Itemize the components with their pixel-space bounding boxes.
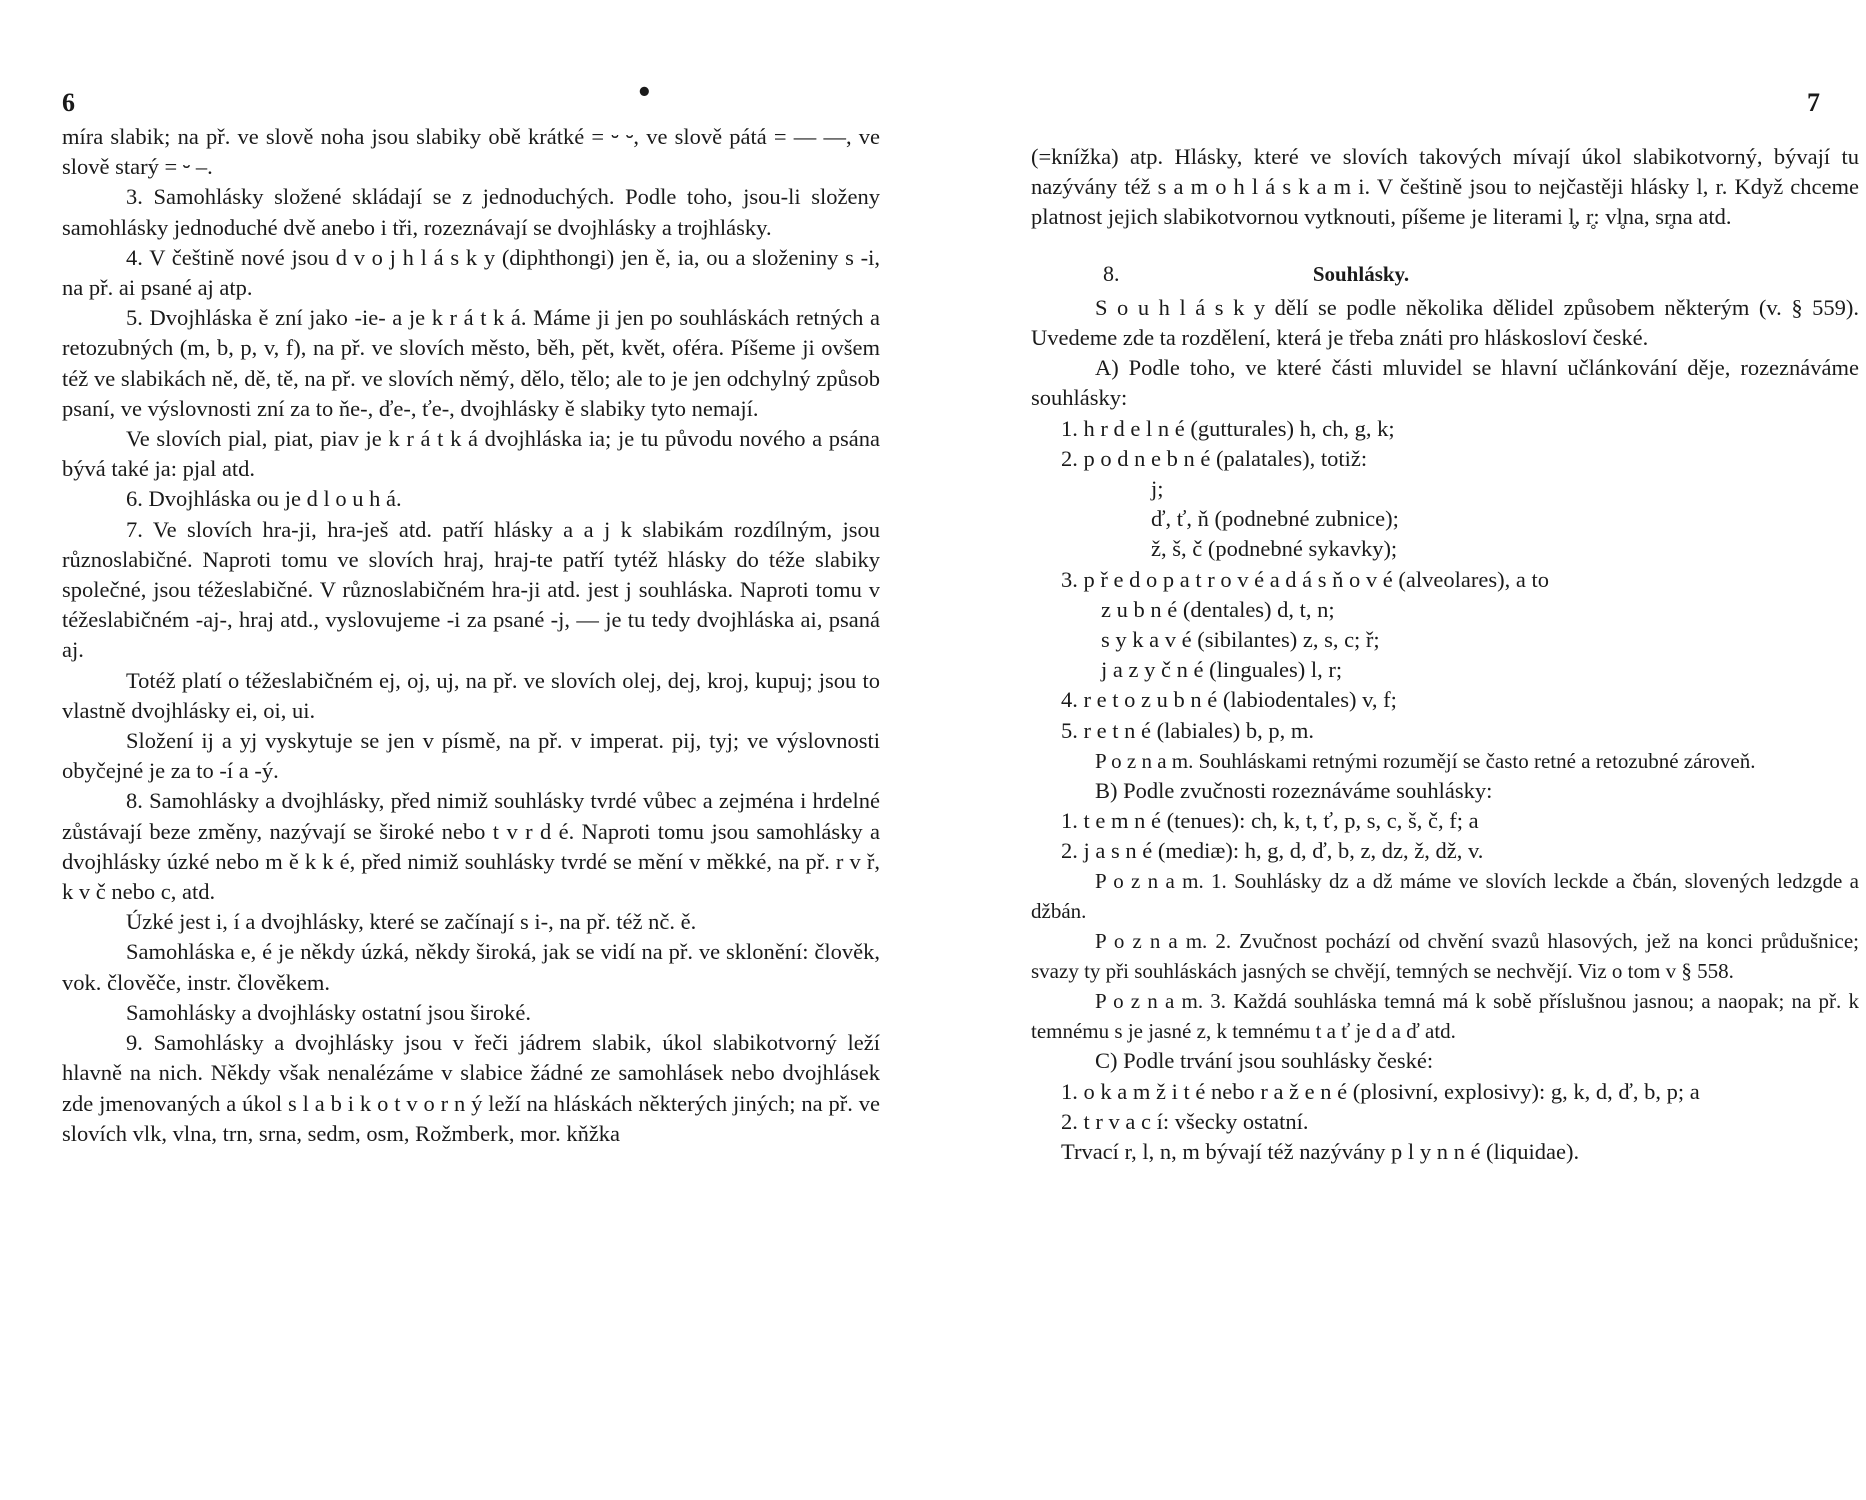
paragraph: 4. V češtině nové jsou d v o j h l á s k y (diphthongi) jen ě, ia, ou a složeniny s -i, na př. ai psané aj atp. — [62, 244, 880, 301]
paragraph: 3. Samohlásky složené skládají se z jednoduchých. Podle toho, jsou-li složeny samohlásky jednoduché dvě anebo i tři, rozeznávají se dvojhlásky a trojhlásky. — [62, 184, 880, 240]
list-item: ď, ť, ň (podnebné zubnice); — [1151, 506, 1399, 532]
paragraph: 5. Dvojhláska ě zní jako -ie- a je k r á t k á. Máme ji jen po souhláskách retných a retozubných (m, b, p, v, f), na př. ve slovích město, běh, pět, květ, oféra. Píšeme ji ovšem též ve slabikách ně, dě, tě, na př. ve slovích němý, dělo, tělo; ale to je jen odchylný způsob psaní, ve výslovnosti zní za to ňe-, ďe-, ťe-, dvojhlásky ě slabiky tyto nemají. — [62, 305, 880, 421]
section-number: 8. — [1103, 260, 1120, 286]
paragraph: Samohláska e, é je někdy úzká, někdy široká, jak se vidí na př. ve sklonění: člověk, vok. člověče, instr. člověkem. — [62, 939, 880, 995]
section-heading — [1031, 259, 1859, 289]
paragraph: 6. Dvojhláska ou je d l o u h á. — [126, 486, 402, 512]
list-item: s y k a v é (sibilantes) z, s, c; ř; — [1101, 627, 1380, 653]
section-title: Souhlásky. — [1312, 261, 1410, 286]
closing-paragraph: Trvací r, l, n, m bývají též nazývány p l y n n é (liquidae). — [1061, 1139, 1580, 1165]
note: P o z n a m. 2. Zvučnost pochází od chvění svazů hlasových, jež na konci průdušnice; svazy ty při souhláskách jasných se chvějí, temných se nechvějí. Viz o tom v § 558. — [1031, 929, 1859, 984]
page-marker: • — [636, 78, 653, 108]
list-item: 3. p ř e d o p a t r o v é a d á s ň o v é (alveolares), a to — [1061, 566, 1549, 592]
right-page-text — [1031, 142, 1859, 1167]
paragraph: Úzké jest i, í a dvojhlásky, které se začínají s i-, na př. též nč. ě. — [126, 909, 697, 935]
list-item: 2. p o d n e b n é (palatales), totiž: — [1061, 445, 1368, 471]
page-number-right: 7 — [1807, 88, 1820, 117]
subsection-b-heading: B) Podle zvučnosti rozeznáváme souhlásky: — [1095, 777, 1493, 803]
paragraph: Samohlásky a dvojhlásky ostatní jsou široké. — [126, 999, 531, 1025]
page-number-left: 6 — [62, 88, 75, 117]
list-item: 2. t r v a c í: všecky ostatní. — [1061, 1108, 1309, 1134]
list-item: ž, š, č (podnebné sykavky); — [1151, 536, 1398, 562]
list-item: 4. r e t o z u b n é (labiodentales) v, f; — [1061, 687, 1397, 713]
list-item: 1. t e m n é (tenues): ch, k, t, ť, p, s, c, š, č, f; a — [1061, 808, 1479, 834]
intro-paragraph: S o u h l á s k y dělí se podle několika dělidel způsobem některým (v. § 559). Uvedeme zde ta rozdělení, která je třeba znáti pro hláskosloví české. — [1031, 294, 1859, 351]
paragraph: Ve slovích pial, piat, piav je k r á t k á dvojhláska ia; je tu původu nového a psána bývá také ja: pjal atd. — [62, 426, 880, 482]
subsection-a-heading: A) Podle toho, ve které části mluvidel se hlavní učlánkování děje, rozeznáváme souhlásky: — [1031, 355, 1859, 411]
list-item: z u b n é (dentales) d, t, n; — [1101, 596, 1335, 622]
list-item: 1. o k a m ž i t é nebo r a ž e n é (plosivní, explosivy): g, k, d, ď, b, p; a — [1061, 1078, 1700, 1104]
paragraph: (=knížka) atp. Hlásky, které ve slovích takových mívají úkol slabikotvorný, bývají tu nazývány též s a m o h l á s k a m i. V češtině jsou to nejčastěji hlásky l, r. Když chceme platnost jejich slabikotvornou vytknouti, píšeme je literami l̥, r̥: vl̥na, sr̥na atd. — [1031, 144, 1859, 230]
paragraph: Složení ij a yj vyskytuje se jen v písmě, na př. v imperat. pij, tyj; ve výslovnosti obyčejné je za to -í a -ý. — [62, 728, 880, 784]
list-item: 5. r e t n é (labiales) b, p, m. — [1061, 717, 1315, 743]
note: P o z n a m. 3. Každá souhláska temná má k sobě příslušnou jasnou; a naopak; na př. k temnému s je jasné z, k temnému t a ť je d a ď atd. — [1031, 989, 1859, 1044]
paragraph: Totéž platí o téžeslabičném ej, oj, uj, na př. ve slovích olej, dej, kroj, kupuj; jsou to vlastně dvojhlásky ei, oi, ui. — [62, 667, 880, 723]
subsection-c-heading: C) Podle trvání jsou souhlásky české: — [1095, 1048, 1434, 1074]
paragraph: míra slabik; na př. ve slově noha jsou slabiky obě krátké = ⏑ ⏑, ve slově pátá = — —, ve slově starý = ⏑ –. — [62, 124, 880, 180]
note: P o z n a m. Souhláskami retnými rozumějí se často retné a retozubné zároveň. — [1095, 748, 1756, 773]
left-page-text — [62, 122, 880, 1149]
list-item: 2. j a s n é (mediæ): h, g, d, ď, b, z, dz, ž, dž, v. — [1061, 838, 1484, 864]
paragraph: 7. Ve slovích hra-ji, hra-ješ atd. patří hlásky a a j k slabikám rozdílným, jsou různoslabičné. Naproti tomu ve slovích hraj, hraj-te patří tytéž hlásky do téže slabiky společné, jsou téžeslabičné. V různoslabičném hra-ji atd. jest j souhláska. Naproti tomu v téžeslabičném -aj-, hraj atd., vyslovujeme -i za psané -j, — je tu tedy dvojhláska ai, psaná aj. — [62, 516, 880, 663]
list-item: 1. h r d e l n é (gutturales) h, ch, g, k; — [1061, 415, 1395, 441]
note: P o z n a m. 1. Souhlásky dz a dž máme ve slovích leckde a čbán, slovených ledzgde a džbán. — [1031, 869, 1859, 924]
list-item: j; — [1151, 476, 1164, 502]
paragraph: 9. Samohlásky a dvojhlásky jsou v řeči jádrem slabik, úkol slabikotvorný leží hlavně na nich. Někdy však nenalézáme v slabice žádné ze samohlásek nebo dvojhlásek zde jmenovaných a úkol s l a b i k o t v o r n ý leží na hláskách některých jiných; na př. ve slovích vlk, vlna, trn, srna, sedm, osm, Rožmberk, mor. kňžka — [62, 1030, 880, 1146]
list-item: j a z y č n é (linguales) l, r; — [1101, 657, 1343, 683]
right-page — [933, 0, 1866, 1500]
paragraph: 8. Samohlásky a dvojhlásky, před nimiž souhlásky tvrdé vůbec a zejména i hrdelné zůstávají beze změny, nazývají se široké nebo t v r d é. Naproti tomu jsou samohlásky a dvojhlásky úzké nebo m ě k k é, před nimiž souhlásky tvrdé se mění v měkké, na př. r v ř, k v č nebo c, atd. — [62, 788, 880, 905]
